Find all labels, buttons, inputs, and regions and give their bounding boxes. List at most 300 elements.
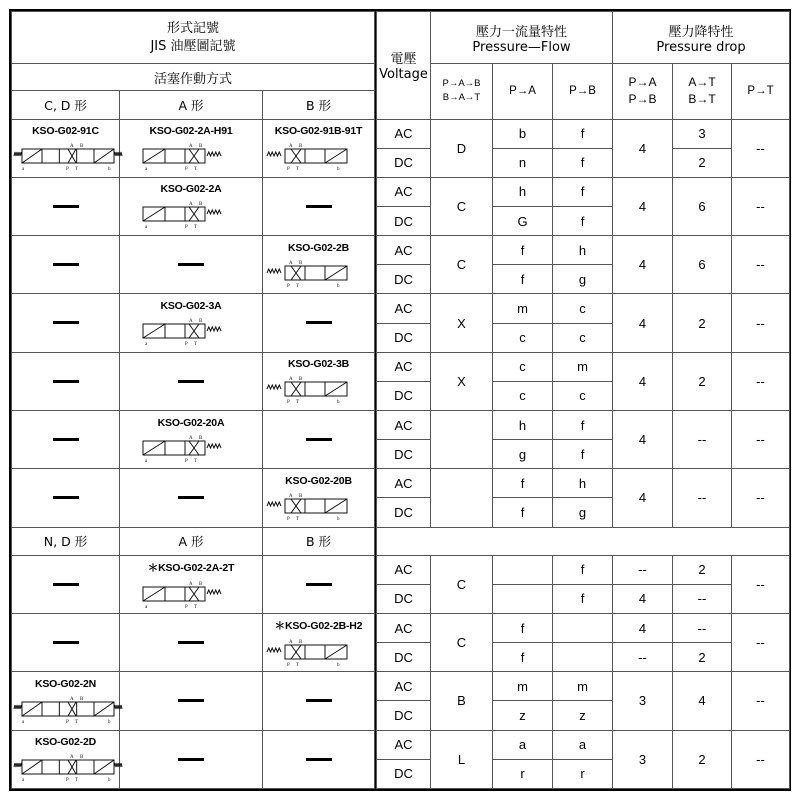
svg-text:A: A bbox=[70, 755, 74, 761]
svg-text:b: b bbox=[108, 778, 111, 784]
svg-text:a: a bbox=[145, 604, 148, 610]
not-available-dash bbox=[53, 438, 79, 441]
symbol-row bbox=[12, 555, 375, 613]
valve-model-cell bbox=[263, 119, 375, 177]
valve-model-label: KSO-G02-91B-91T bbox=[274, 125, 363, 138]
valve-2pos-right-symbol bbox=[263, 254, 374, 290]
pa-cell: f bbox=[493, 613, 553, 642]
svg-text:B: B bbox=[299, 377, 303, 383]
not-available-dash bbox=[178, 496, 204, 499]
data-row-ac bbox=[377, 555, 790, 584]
pb-cell: g bbox=[553, 498, 613, 527]
path-cell: X bbox=[431, 352, 493, 410]
voltage-line-2: Voltage bbox=[379, 67, 428, 83]
col-header-at-bt bbox=[673, 64, 732, 119]
drop-at-bt-cell: 2 bbox=[673, 352, 732, 410]
pa-cell: z bbox=[493, 701, 553, 730]
svg-text:B: B bbox=[299, 144, 303, 150]
col-header-p-to-b: P→B bbox=[553, 64, 613, 119]
drop-at-bt-cell: 2 bbox=[673, 730, 732, 789]
not-available-dash bbox=[306, 205, 332, 208]
svg-text:a: a bbox=[145, 342, 148, 348]
pb-cell: a bbox=[553, 730, 613, 759]
drop-pa-pb-cell-dc: -- bbox=[613, 643, 673, 672]
symbol-row bbox=[12, 469, 375, 527]
svg-text:A: A bbox=[289, 377, 293, 383]
pb-cell: c bbox=[553, 294, 613, 323]
pb-cell: f bbox=[553, 206, 613, 235]
svg-text:P: P bbox=[66, 719, 69, 725]
type-header-lower-1: A 形 bbox=[120, 527, 263, 555]
empty-model-cell bbox=[12, 411, 120, 469]
drop-at-bt-cell-dc: 2 bbox=[673, 148, 732, 177]
pb-cell bbox=[553, 613, 613, 642]
drop-pa-pb-cell: 4 bbox=[613, 410, 673, 468]
symbol-row bbox=[12, 352, 375, 410]
type-header-upper-0: C‚ D 形 bbox=[12, 91, 120, 119]
pa-cell: f bbox=[493, 498, 553, 527]
type-header-upper-2: B 形 bbox=[263, 91, 375, 119]
voltage-cell: DC bbox=[377, 498, 431, 527]
pa-cell bbox=[493, 584, 553, 613]
valve-model-label: KSO-G02-2B bbox=[287, 241, 349, 254]
drop-pa-pb-cell: 3 bbox=[613, 672, 673, 730]
voltage-cell: AC bbox=[377, 294, 431, 323]
drop-at-bt-cell: 6 bbox=[673, 177, 732, 235]
pa-cell: h bbox=[493, 410, 553, 439]
drop-at-bt-cell: 6 bbox=[673, 236, 732, 294]
drop-pa-pb-cell: 4 bbox=[613, 469, 673, 527]
not-available-dash bbox=[53, 205, 79, 208]
path-cell: X bbox=[431, 294, 493, 352]
not-available-dash bbox=[53, 496, 79, 499]
svg-text:T: T bbox=[75, 719, 79, 725]
valve-model-cell bbox=[120, 177, 263, 235]
svg-text:T: T bbox=[296, 283, 300, 289]
not-available-dash bbox=[178, 758, 204, 761]
voltage-cell: DC bbox=[377, 381, 431, 410]
symbol-row bbox=[12, 236, 375, 294]
voltage-cell: AC bbox=[377, 672, 431, 701]
empty-model-cell bbox=[263, 672, 375, 730]
pa-cell: a bbox=[493, 730, 553, 759]
drop-pt-cell: -- bbox=[732, 177, 790, 235]
drop-pa-pb-cell-ac: -- bbox=[613, 555, 673, 584]
not-available-dash bbox=[53, 321, 79, 324]
svg-text:b: b bbox=[337, 283, 340, 289]
data-row-ac bbox=[377, 294, 790, 323]
drop-at-bt-cell: 2 bbox=[673, 294, 732, 352]
pa-cell: G bbox=[493, 206, 553, 235]
valve-2pos-left-2t-symbol bbox=[120, 575, 262, 611]
not-available-dash bbox=[53, 380, 79, 383]
drop-pt-cell: -- bbox=[732, 352, 790, 410]
empty-model-cell bbox=[263, 730, 375, 788]
bt-line: B→T bbox=[688, 92, 716, 107]
pb-cell: c bbox=[553, 323, 613, 352]
voltage-cell: DC bbox=[377, 701, 431, 730]
data-row-ac bbox=[377, 410, 790, 439]
svg-text:a: a bbox=[145, 167, 148, 173]
characteristics-table bbox=[376, 11, 790, 789]
valve-3pos-double-symbol bbox=[12, 137, 119, 173]
svg-text:B: B bbox=[199, 581, 203, 587]
drop-at-bt-cell-ac: 3 bbox=[673, 119, 732, 148]
svg-text:P: P bbox=[287, 516, 290, 522]
empty-model-cell bbox=[12, 177, 120, 235]
valve-model-label: KSO-G02-2A-H91 bbox=[149, 125, 233, 138]
pb-cell: g bbox=[553, 265, 613, 294]
empty-model-cell bbox=[120, 236, 263, 294]
not-available-dash bbox=[53, 641, 79, 644]
valve-model-label: KSO-G02-3B bbox=[287, 358, 349, 371]
valve-model-cell bbox=[12, 730, 120, 788]
svg-text:T: T bbox=[75, 778, 79, 784]
voltage-cell: DC bbox=[377, 584, 431, 613]
pb-cell: f bbox=[553, 177, 613, 206]
svg-text:B: B bbox=[199, 319, 203, 325]
svg-text:P: P bbox=[185, 225, 188, 231]
valve-2pos-left-symbol bbox=[120, 137, 262, 173]
empty-model-cell bbox=[263, 294, 375, 352]
valve-model-label: KSO-G02-20B bbox=[285, 474, 352, 487]
drop-pa-pb-cell: 4 bbox=[613, 119, 673, 177]
not-available-dash bbox=[178, 641, 204, 644]
svg-text:P: P bbox=[185, 342, 188, 348]
voltage-cell: AC bbox=[377, 119, 431, 148]
pressure-drop-line-1: 壓力降特性 bbox=[668, 24, 734, 40]
pb-cell bbox=[553, 643, 613, 672]
valve-3pos-2d-symbol bbox=[12, 748, 119, 784]
pa-cell: n bbox=[493, 148, 553, 177]
drop-pa-pb-cell: 4 bbox=[613, 294, 673, 352]
table-outer-frame bbox=[9, 9, 791, 791]
not-available-dash bbox=[306, 321, 332, 324]
data-row-ac bbox=[377, 177, 790, 206]
drop-pt-cell: -- bbox=[732, 236, 790, 294]
svg-text:b: b bbox=[108, 719, 111, 725]
symbol-row bbox=[12, 177, 375, 235]
symbol-row bbox=[12, 614, 375, 672]
pa-cell: f bbox=[493, 643, 553, 672]
valve-model-label: ＊KSO-G02-2A-2T bbox=[147, 561, 235, 574]
pb-cell: f bbox=[553, 410, 613, 439]
svg-text:P: P bbox=[287, 400, 290, 406]
svg-text:P: P bbox=[185, 604, 188, 610]
characteristics-section bbox=[376, 11, 789, 789]
title-line-1: 形式記號 bbox=[166, 21, 219, 37]
symbol-row bbox=[12, 119, 375, 177]
valve-model-label: KSO-G02-91C bbox=[32, 125, 99, 138]
svg-text:T: T bbox=[194, 167, 198, 173]
voltage-cell: AC bbox=[377, 555, 431, 584]
voltage-cell: AC bbox=[377, 410, 431, 439]
pa-cell: b bbox=[493, 119, 553, 148]
valve-model-label: KSO-G02-2N bbox=[34, 677, 96, 690]
not-available-dash bbox=[306, 583, 332, 586]
path-cell: C bbox=[431, 613, 493, 671]
path-cell bbox=[431, 469, 493, 527]
not-available-dash bbox=[178, 263, 204, 266]
symbol-row bbox=[12, 672, 375, 730]
path-line-2: B→A→T bbox=[442, 92, 481, 104]
pa-cell: f bbox=[493, 265, 553, 294]
svg-text:T: T bbox=[75, 167, 79, 173]
valve-model-cell bbox=[263, 614, 375, 672]
svg-text:A: A bbox=[289, 493, 293, 499]
valve-2pos-right-symbol bbox=[263, 137, 374, 173]
empty-model-cell bbox=[263, 177, 375, 235]
pb-cell: m bbox=[553, 672, 613, 701]
drop-pt-cell: -- bbox=[732, 672, 790, 730]
symbol-section bbox=[11, 11, 374, 789]
svg-text:b: b bbox=[337, 663, 340, 669]
svg-text:b: b bbox=[337, 167, 340, 173]
voltage-cell: DC bbox=[377, 643, 431, 672]
valve-2pos-right-x-symbol bbox=[263, 370, 374, 406]
type-header-upper-1: A 形 bbox=[120, 91, 263, 119]
svg-text:B: B bbox=[80, 755, 84, 761]
empty-model-cell bbox=[120, 469, 263, 527]
symbol-table bbox=[11, 11, 375, 789]
valve-model-label: KSO-G02-2D bbox=[34, 736, 96, 749]
empty-model-cell bbox=[263, 555, 375, 613]
svg-text:B: B bbox=[199, 144, 203, 150]
path-cell: D bbox=[431, 119, 493, 177]
pressure-flow-header bbox=[431, 12, 613, 64]
valve-model-cell bbox=[12, 119, 120, 177]
not-available-dash bbox=[178, 380, 204, 383]
path-cell: C bbox=[431, 177, 493, 235]
drop-at-bt-cell-dc: -- bbox=[673, 584, 732, 613]
pb-cell: z bbox=[553, 701, 613, 730]
empty-model-cell bbox=[120, 672, 263, 730]
svg-text:a: a bbox=[145, 458, 148, 464]
drop-pt-cell: -- bbox=[732, 613, 790, 671]
pa-cell: c bbox=[493, 381, 553, 410]
at-line: A→T bbox=[688, 75, 716, 90]
pb-cell: f bbox=[553, 584, 613, 613]
drop-pt-cell: -- bbox=[732, 410, 790, 468]
voltage-cell: AC bbox=[377, 469, 431, 498]
svg-text:T: T bbox=[194, 342, 198, 348]
drop-pa-pb-cell-ac: 4 bbox=[613, 613, 673, 642]
valve-model-cell bbox=[263, 236, 375, 294]
drop-at-bt-cell-dc: 2 bbox=[673, 643, 732, 672]
valve-model-cell bbox=[263, 352, 375, 410]
data-row-ac bbox=[377, 730, 790, 759]
data-row-ac bbox=[377, 672, 790, 701]
valve-model-label: KSO-G02-20A bbox=[157, 416, 225, 429]
symbol-section-title bbox=[12, 12, 375, 64]
not-available-dash bbox=[306, 699, 332, 702]
path-line-1: P→A→B bbox=[442, 78, 481, 90]
data-row-ac bbox=[377, 352, 790, 381]
voltage-cell: AC bbox=[377, 613, 431, 642]
svg-text:T: T bbox=[296, 167, 300, 173]
svg-text:b: b bbox=[337, 400, 340, 406]
drop-at-bt-cell-ac: -- bbox=[673, 613, 732, 642]
svg-text:T: T bbox=[194, 604, 198, 610]
pb-cell: f bbox=[553, 119, 613, 148]
path-cell: L bbox=[431, 730, 493, 789]
voltage-line-1: 電壓 bbox=[390, 52, 417, 68]
svg-text:A: A bbox=[189, 581, 193, 587]
valve-model-label: ＊KSO-G02-2B-H2 bbox=[274, 620, 363, 633]
pressure-flow-line-1: 壓力一流量特性 bbox=[475, 24, 567, 40]
voltage-cell: AC bbox=[377, 177, 431, 206]
svg-text:a: a bbox=[22, 719, 25, 725]
not-available-dash bbox=[306, 438, 332, 441]
not-available-dash bbox=[53, 263, 79, 266]
pb-cell: f bbox=[553, 555, 613, 584]
empty-model-cell bbox=[12, 352, 120, 410]
svg-text:A: A bbox=[70, 144, 74, 150]
svg-text:B: B bbox=[299, 640, 303, 646]
svg-text:B: B bbox=[80, 696, 84, 702]
drop-pa-pb-cell: 4 bbox=[613, 177, 673, 235]
svg-text:a: a bbox=[22, 167, 25, 173]
empty-model-cell bbox=[12, 294, 120, 352]
svg-text:A: A bbox=[70, 696, 74, 702]
svg-text:A: A bbox=[189, 144, 193, 150]
valve-model-label: KSO-G02-3A bbox=[160, 300, 222, 313]
svg-text:A: A bbox=[189, 319, 193, 325]
drop-pt-cell: -- bbox=[732, 469, 790, 527]
empty-model-cell bbox=[120, 730, 263, 788]
drop-at-bt-cell: -- bbox=[673, 410, 732, 468]
svg-text:T: T bbox=[296, 663, 300, 669]
valve-model-label: KSO-G02-2A bbox=[160, 183, 222, 196]
voltage-cell: DC bbox=[377, 440, 431, 469]
empty-model-cell bbox=[120, 614, 263, 672]
col-header-p-to-t: P→T bbox=[732, 64, 790, 119]
svg-text:a: a bbox=[22, 778, 25, 784]
pb-cell: m bbox=[553, 352, 613, 381]
svg-text:T: T bbox=[296, 516, 300, 522]
svg-text:A: A bbox=[289, 144, 293, 150]
voltage-cell: DC bbox=[377, 265, 431, 294]
pa-cell: m bbox=[493, 294, 553, 323]
empty-model-cell bbox=[263, 411, 375, 469]
valve-model-cell bbox=[12, 672, 120, 730]
path-cell: C bbox=[431, 555, 493, 613]
drop-pt-cell: -- bbox=[732, 119, 790, 177]
pa-line: P→A bbox=[628, 75, 657, 90]
pa-cell: m bbox=[493, 672, 553, 701]
valve-2pos-right-20-symbol bbox=[263, 487, 374, 523]
voltage-cell: DC bbox=[377, 148, 431, 177]
svg-text:P: P bbox=[185, 167, 188, 173]
data-row-ac bbox=[377, 236, 790, 265]
pa-cell: f bbox=[493, 469, 553, 498]
voltage-cell: AC bbox=[377, 236, 431, 265]
svg-text:b: b bbox=[108, 167, 111, 173]
valve-2pos-left-symbol bbox=[120, 195, 262, 231]
svg-text:A: A bbox=[189, 202, 193, 208]
voltage-cell: DC bbox=[377, 759, 431, 788]
drop-pa-pb-cell: 3 bbox=[613, 730, 673, 789]
pb-line: P→B bbox=[628, 92, 657, 107]
drop-pa-pb-cell: 4 bbox=[613, 352, 673, 410]
svg-text:a: a bbox=[145, 225, 148, 231]
symbol-row bbox=[12, 411, 375, 469]
symbol-row bbox=[12, 730, 375, 788]
not-available-dash bbox=[306, 758, 332, 761]
section-spacer-row bbox=[377, 527, 790, 555]
data-row-ac bbox=[377, 469, 790, 498]
valve-model-cell bbox=[120, 411, 263, 469]
voltage-cell: AC bbox=[377, 352, 431, 381]
not-available-dash bbox=[178, 699, 204, 702]
data-row-ac bbox=[377, 119, 790, 148]
svg-text:P: P bbox=[287, 663, 290, 669]
pb-cell: f bbox=[553, 148, 613, 177]
voltage-cell: AC bbox=[377, 730, 431, 759]
svg-text:T: T bbox=[194, 458, 198, 464]
svg-text:A: A bbox=[189, 435, 193, 441]
valve-2pos-left-20-symbol bbox=[120, 429, 262, 465]
svg-text:T: T bbox=[296, 400, 300, 406]
drop-pt-cell: -- bbox=[732, 294, 790, 352]
empty-model-cell bbox=[12, 614, 120, 672]
svg-text:B: B bbox=[80, 144, 84, 150]
voltage-header bbox=[377, 12, 431, 120]
svg-text:B: B bbox=[199, 202, 203, 208]
col-header-p-to-a: P→A bbox=[493, 64, 553, 119]
empty-model-cell bbox=[120, 352, 263, 410]
pb-cell: f bbox=[553, 440, 613, 469]
pa-cell: g bbox=[493, 440, 553, 469]
pa-cell: r bbox=[493, 759, 553, 788]
valve-model-cell bbox=[263, 469, 375, 527]
pa-cell: h bbox=[493, 177, 553, 206]
svg-text:T: T bbox=[194, 225, 198, 231]
pressure-drop-line-2: Pressure drop bbox=[656, 39, 746, 55]
svg-text:b: b bbox=[337, 516, 340, 522]
type-header-lower-2: B 形 bbox=[263, 527, 375, 555]
col-header-path-arrows bbox=[431, 64, 493, 119]
pressure-flow-line-2: Pressure—Flow bbox=[472, 39, 571, 55]
empty-model-cell bbox=[12, 555, 120, 613]
svg-text:P: P bbox=[287, 283, 290, 289]
pa-cell bbox=[493, 555, 553, 584]
data-row-ac bbox=[377, 613, 790, 642]
pb-cell: r bbox=[553, 759, 613, 788]
path-cell bbox=[431, 410, 493, 468]
path-cell: B bbox=[431, 672, 493, 730]
symbol-row bbox=[12, 294, 375, 352]
valve-model-cell bbox=[120, 119, 263, 177]
drop-at-bt-cell-ac: 2 bbox=[673, 555, 732, 584]
svg-text:B: B bbox=[299, 260, 303, 266]
pressure-drop-header bbox=[613, 12, 790, 64]
drop-pt-cell: -- bbox=[732, 730, 790, 789]
drop-pa-pb-cell-dc: 4 bbox=[613, 584, 673, 613]
title-line-2: JIS 油壓圖記號 bbox=[150, 38, 236, 54]
svg-text:P: P bbox=[66, 167, 69, 173]
valve-3pos-2n-symbol bbox=[12, 690, 119, 726]
svg-text:P: P bbox=[185, 458, 188, 464]
path-cell: C bbox=[431, 236, 493, 294]
drop-at-bt-cell: -- bbox=[673, 469, 732, 527]
pa-cell: c bbox=[493, 352, 553, 381]
drop-pa-pb-cell: 4 bbox=[613, 236, 673, 294]
pa-cell: c bbox=[493, 323, 553, 352]
valve-2pos-right-h2-symbol bbox=[263, 633, 374, 669]
voltage-cell: DC bbox=[377, 323, 431, 352]
pb-cell: h bbox=[553, 236, 613, 265]
